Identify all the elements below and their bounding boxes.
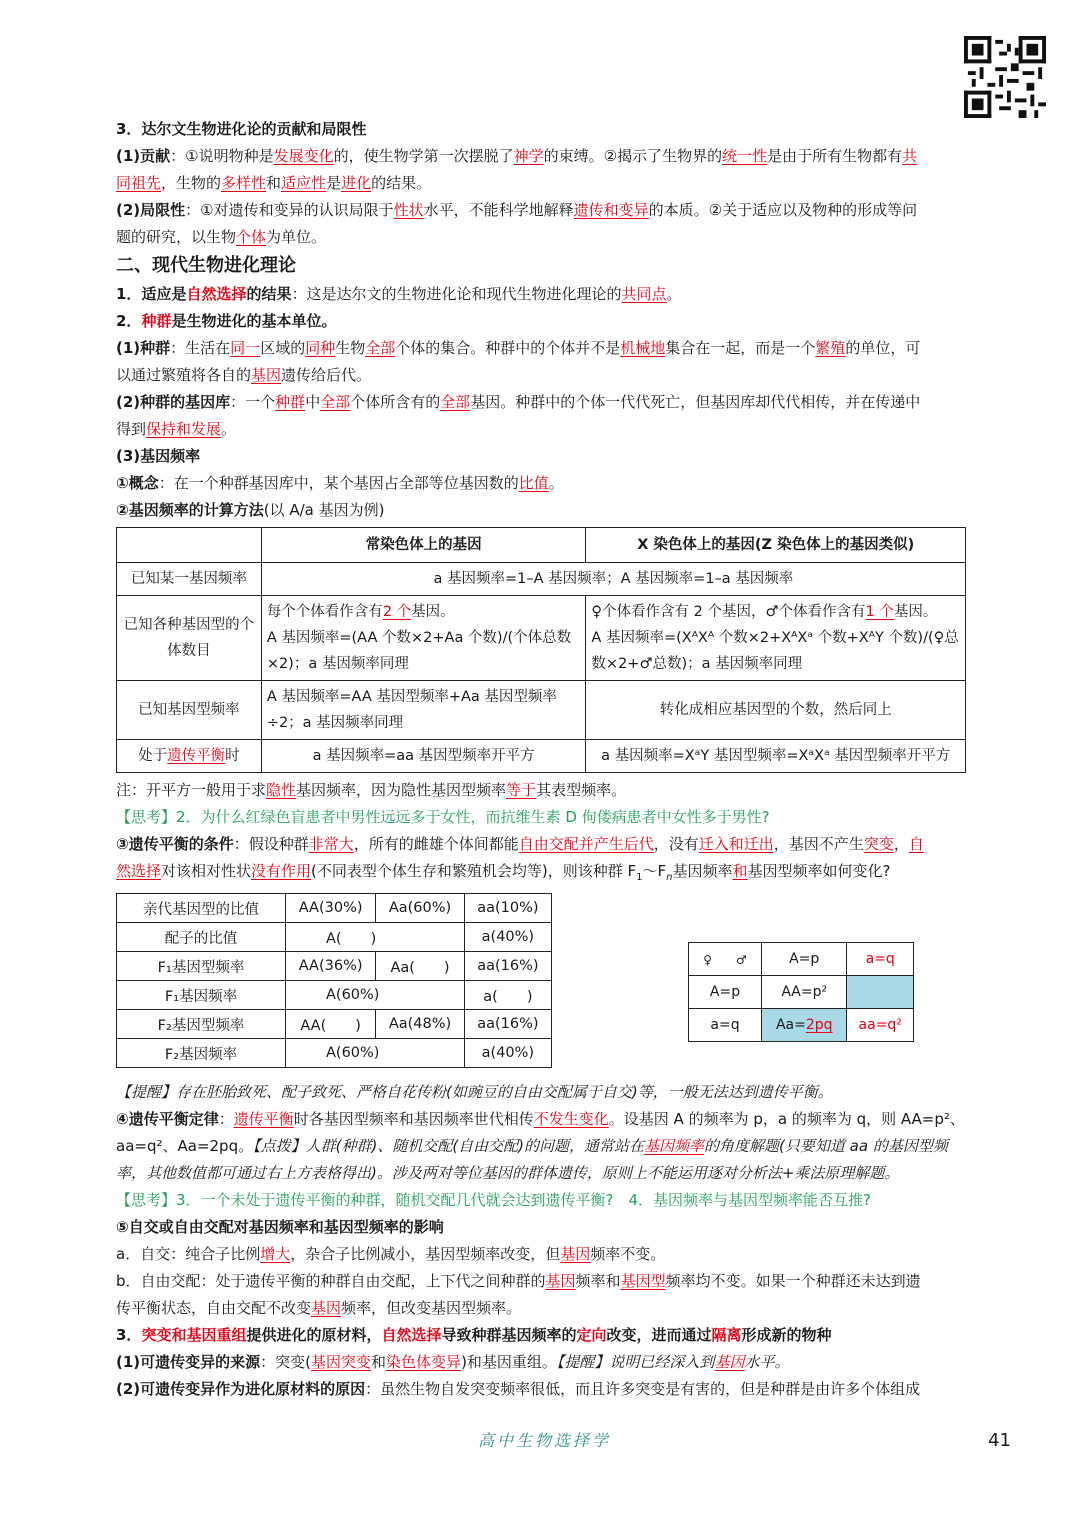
row-label: 已知某一基因频率 [117, 563, 262, 596]
para-variation-reason: (2)可遗传变异作为进化原材料的原因：虽然生物自发突变频率很低，而且许多突变是有害的，但是种群是由许多个体组成 [116, 1380, 921, 1398]
table-cell: aa=q² [847, 1009, 914, 1042]
tip-reminder: 【提醒】存在胚胎致死、配子致死、严格自花传粉(如豌豆的自由交配属于自交)等，一般无法达到遗传平衡。 [116, 1083, 833, 1101]
table-cell: 每个个体看作含有2 个基因。 A 基因频率=(AA 个数×2+Aa 个数)/(个体总数×2)；a 基因频率同理 [261, 596, 586, 681]
para-limitation: (2)局限性：①对遗传和变异的认识局限于性状水平，不能科学地解释遗传和变异的本质。②关于适应以及物种的形成等问 [116, 201, 918, 219]
table-cell [847, 976, 914, 1009]
table-row [117, 1010, 552, 1039]
table-row [117, 894, 552, 923]
para-law: ④遗传平衡定律：遗传平衡时各基因型频率和基因频率世代相传不发生变化。设基因 A 的频率为 p，a 的频率为 q，则 AA=p²、 [116, 1110, 965, 1128]
table-cell: F₁基因型频率 [117, 952, 286, 981]
para-gene-pool: (2)种群的基因库：一个种群中全部个体所含有的全部基因。种群中的个体一代代死亡，但基因库却代代相传，并在传递中 [116, 393, 921, 411]
table-row [689, 943, 914, 976]
header-empty [117, 528, 262, 563]
heading-darwin: 3．达尔文生物进化论的贡献和局限性 [116, 120, 367, 138]
table-cell: AA(36%) [286, 952, 376, 981]
table-cell: a 基因频率=1–A 基因频率；A 基因频率=1–a 基因频率 [261, 563, 965, 596]
qr-code [964, 36, 1046, 118]
punnett-table [688, 942, 914, 1042]
corner-cell: ♀ ♂ [689, 943, 762, 976]
para-limitation-cont: 题的研究，以生物个体为单位。 [116, 228, 327, 246]
para-population-cont: 以通过繁殖将各自的基因遗传给后代。 [116, 366, 372, 384]
table-row [117, 563, 966, 596]
table-cell: aa(10%) [464, 894, 551, 923]
table-row [117, 740, 966, 773]
table-cell: a( ) [464, 981, 551, 1010]
table-cell: ♀个体看作含有 2 个基因，♂个体看作含有1 个基因。 A 基因频率=(XᴬXᴬ 个数×2+XᴬXᵃ 个数+XᴬY 个数)/(♀总数×2+♂总数)；a 基因频率同理 [586, 596, 966, 681]
point-adaptation: 1．适应是自然选择的结果：这是达尔文的生物进化论和现代生物进化理论的共同点。 [116, 285, 682, 303]
table-cell: F₂基因型频率 [117, 1010, 286, 1039]
table-row [117, 952, 552, 981]
table-cell: AA=p² [762, 976, 847, 1009]
tables-row [116, 893, 964, 1079]
table-cell: A(60%) [286, 981, 465, 1010]
table-cell: 转化成相应基因型的个数，然后同上 [586, 681, 966, 740]
table-cell: F₁基因频率 [117, 981, 286, 1010]
row-label: 已知基因型频率 [117, 681, 262, 740]
table-row [117, 923, 552, 952]
table-cell: 亲代基因型的比值 [117, 894, 286, 923]
table-row [117, 1039, 552, 1068]
table-cell: AA( ) [286, 1010, 376, 1039]
table-cell: Aa(48%) [376, 1010, 464, 1039]
table-row [117, 596, 966, 681]
para-law-cont: aa=q²、Aa=2pq。【点拨】人群(种群)、随机交配(自由交配)的问题，通常站在基因频率的角度解题(只要知道 aa 的基因型频 [116, 1137, 948, 1155]
table-cell: A 基因频率=AA 基因型频率+Aa 基因型频率÷2；a 基因频率同理 [261, 681, 586, 740]
calculation-table [116, 527, 966, 773]
para-conditions-cont: 然选择对该相对性状没有作用(不同表型个体生存和繁殖机会均等)，则该种群 $F_1\sim F_n$基因频率和基因型频率如何变化? [116, 862, 891, 883]
table-row [117, 681, 966, 740]
section-title: 二、现代生物进化理论 [116, 255, 296, 276]
table-cell: A=p [762, 943, 847, 976]
row-label: 已知各种基因型的个体数目 [117, 596, 262, 681]
table-cell: a=q [847, 943, 914, 976]
header-x-chromosome: X 染色体上的基因(Z 染色体上的基因类似) [586, 528, 966, 563]
table-cell: Aa(60%) [376, 894, 464, 923]
page-content [116, 116, 964, 1403]
table-cell: A(60%) [286, 1039, 465, 1068]
heading-gene-frequency: (3)基因频率 [116, 447, 201, 465]
table-cell: a 基因频率=XᵃY 基因型频率=XᵃXᵃ 基因型频率开平方 [586, 740, 966, 773]
page-number: 41 [988, 1430, 1011, 1451]
para-conditions: ③遗传平衡的条件：假设种群非常大，所有的雌雄个体间都能自由交配并产生后代，没有迁入和迁出，基因不产生突变，自 [116, 835, 924, 853]
para-free-mating: b．自由交配：处于遗传平衡的种群自由交配，上下代之间种群的基因频率和基因型频率均不变。如果一个种群还未达到遗 [116, 1272, 921, 1290]
footer-brand: 高中生物选择学 [478, 1431, 612, 1450]
table-cell: a(40%) [464, 923, 551, 952]
table-cell: aa(16%) [464, 952, 551, 981]
table-cell: a=q [689, 1009, 762, 1042]
table-cell: F₂基因频率 [117, 1039, 286, 1068]
para-selfing: a．自交：纯合子比例增大，杂合子比例减小，基因型频率改变，但基因频率不变。 [116, 1245, 666, 1263]
para-gene-pool-cont: 得到保持和发展。 [116, 420, 237, 438]
row-label: 处于遗传平衡时 [117, 740, 262, 773]
point-mutation: 3．突变和基因重组提供进化的原材料，自然选择导致种群基因频率的定向改变，进而通过隔离形成新的物种 [116, 1326, 832, 1344]
think-question-3-4: 【思考】3．一个未处于遗传平衡的种群，随机交配几代就会达到遗传平衡? 4．基因频率与基因型频率能否互推? [116, 1191, 872, 1209]
table-cell: aa(16%) [464, 1010, 551, 1039]
header-autosomal: 常染色体上的基因 [261, 528, 586, 563]
heading-effect: ⑤自交或自由交配对基因频率和基因型频率的影响 [116, 1218, 444, 1236]
table-cell: Aa( ) [376, 952, 464, 981]
para-contribution-cont: 同祖先，生物的多样性和适应性是进化的结果。 [116, 174, 432, 192]
table-cell: A( ) [286, 923, 465, 952]
table-cell: a(40%) [464, 1039, 551, 1068]
point-population-unit: 2．种群是生物进化的基本单位。 [116, 312, 337, 330]
para-contribution: (1)贡献：①说明物种是发展变化的，使生物学第一次摆脱了神学的束缚。②揭示了生物界的统一性是由于所有生物都有共 [116, 147, 918, 165]
think-question-2: 【思考】2．为什么红绿色盲患者中男性远远多于女性，而抗维生素 D 佝偻病患者中女性多于男性? [116, 808, 770, 826]
note: 注：开平方一般用于求隐性基因频率，因为隐性基因型频率等于其表型频率。 [116, 781, 627, 799]
generation-table [116, 893, 552, 1068]
table-cell: Aa=2pq [762, 1009, 847, 1042]
table-header-row [117, 528, 966, 563]
table-cell: A=p [689, 976, 762, 1009]
table-row [689, 1009, 914, 1042]
table-row [117, 981, 552, 1010]
para-variation-source: (1)可遗传变异的来源：突变(基因突变和染色体变异)和基因重组。【提醒】说明已经深入到基因水平。 [116, 1353, 790, 1371]
table-row [689, 976, 914, 1009]
table-cell: AA(30%) [286, 894, 376, 923]
para-law-cont-2: 率，其他数值都可通过右上方表格得出)。涉及两对等位基因的群体遗传，原则上不能运用逐对分析法+乘法原理解题。 [116, 1164, 900, 1182]
para-free-mating-cont: 传平衡状态，自由交配不改变基因频率，但改变基因型频率。 [116, 1299, 522, 1317]
table-cell: 配子的比值 [117, 923, 286, 952]
para-concept: ①概念：在一个种群基因库中，某个基因占全部等位基因数的比值。 [116, 474, 564, 492]
table-cell: a 基因频率=aa 基因型频率开平方 [261, 740, 586, 773]
para-population: (1)种群：生活在同一区域的同种生物全部个体的集合。种群中的个体并不是机械地集合在一起，而是一个繁殖的单位，可 [116, 339, 921, 357]
para-method: ②基因频率的计算方法(以 A/a 基因为例) [116, 501, 385, 519]
